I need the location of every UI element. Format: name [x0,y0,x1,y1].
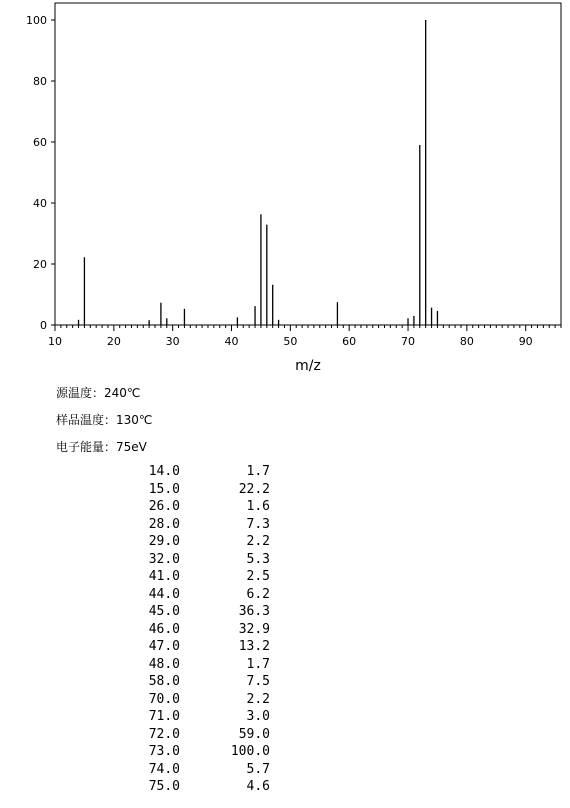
peak-table-row [0,498,570,516]
y-tick-label: 20 [33,258,47,271]
peak-table-row [0,621,570,639]
peak-table-row [0,761,570,779]
spectrum-peaks [79,20,438,325]
peak-abundance: 5.7 [246,761,270,777]
peak-mz: 32.0 [148,551,180,567]
peak-table [0,463,570,796]
y-axis [26,14,55,332]
peak-abundance: 2.2 [246,691,270,707]
x-tick-label: 50 [283,335,298,348]
source-temperature-label: 源温度： [56,386,105,400]
x-tick-label: 70 [401,335,416,348]
peak-abundance: 1.7 [246,464,270,479]
sample-temperature-label: 样品温度： [56,413,117,427]
mass-spectrum-chart [0,0,570,380]
peak-abundance: 2.2 [246,534,270,549]
peak-table-row [0,726,570,744]
peak-mz: 14.0 [148,464,180,479]
peak-table-row [0,551,570,569]
peak-mz: 47.0 [148,639,180,654]
peak-table-row [0,516,570,534]
y-tick-label: 0 [40,319,47,332]
x-axis-label: m/z [295,358,321,374]
sample-temperature [56,411,152,428]
peak-mz: 48.0 [148,656,180,672]
peak-mz: 29.0 [148,534,180,549]
peak-mz: 44.0 [148,586,180,602]
peak-mz: 26.0 [148,499,180,514]
peak-abundance: 1.7 [246,656,270,672]
peak-abundance: 7.5 [246,674,270,689]
x-tick-label: 90 [518,335,533,348]
y-tick-label: 40 [33,197,47,210]
plot-frame [55,3,561,325]
peak-mz: 71.0 [148,709,180,724]
peak-table-row [0,638,570,656]
peak-table-row [0,778,570,796]
peak-mz: 45.0 [148,604,180,619]
peak-abundance: 59.0 [238,726,270,742]
peak-mz: 58.0 [148,674,180,689]
peak-abundance: 3.0 [246,709,270,724]
peak-mz: 73.0 [148,744,180,759]
sample-temperature-value: 130℃ [116,413,153,427]
peak-table-row [0,481,570,499]
y-tick-label: 60 [33,136,47,149]
x-tick-label: 80 [459,335,474,348]
peak-table-row [0,691,570,709]
electron-energy-value: 75eV [116,440,147,454]
x-tick-label: 30 [165,335,180,348]
peak-table-row [0,568,570,586]
peak-mz: 75.0 [148,779,180,794]
peak-table-row [0,743,570,761]
source-temperature-value: 240℃ [104,386,141,400]
peak-table-row [0,463,570,481]
x-tick-label: 40 [224,335,239,348]
peak-abundance: 36.3 [238,604,270,619]
peak-table-row [0,708,570,726]
y-tick-label: 80 [33,75,47,88]
peak-abundance: 100.0 [230,744,270,759]
peak-table-row [0,586,570,604]
x-tick-label: 10 [48,335,62,348]
source-temperature [56,384,140,401]
peak-mz: 15.0 [148,481,180,497]
peak-mz: 41.0 [148,569,180,584]
electron-energy [56,438,147,455]
peak-abundance: 6.2 [246,586,270,602]
x-tick-label: 20 [106,335,121,348]
y-tick-label: 100 [26,14,47,27]
x-axis [48,325,561,348]
peak-table-row [0,533,570,551]
peak-mz: 46.0 [148,621,180,637]
peak-abundance: 32.9 [238,621,270,637]
peak-abundance: 4.6 [246,779,270,794]
electron-energy-label: 电子能量： [56,440,117,454]
peak-abundance: 1.6 [246,499,270,514]
peak-mz: 74.0 [148,761,180,777]
peak-mz: 70.0 [148,691,180,707]
peak-abundance: 13.2 [238,639,270,654]
peak-mz: 72.0 [148,726,180,742]
peak-abundance: 2.5 [246,569,270,584]
peak-table-row [0,603,570,621]
peak-table-row [0,656,570,674]
peak-abundance: 7.3 [246,516,270,532]
x-tick-label: 60 [342,335,357,348]
peak-abundance: 5.3 [246,551,270,567]
peak-mz: 28.0 [148,516,180,532]
peak-abundance: 22.2 [238,481,270,497]
peak-table-row [0,673,570,691]
